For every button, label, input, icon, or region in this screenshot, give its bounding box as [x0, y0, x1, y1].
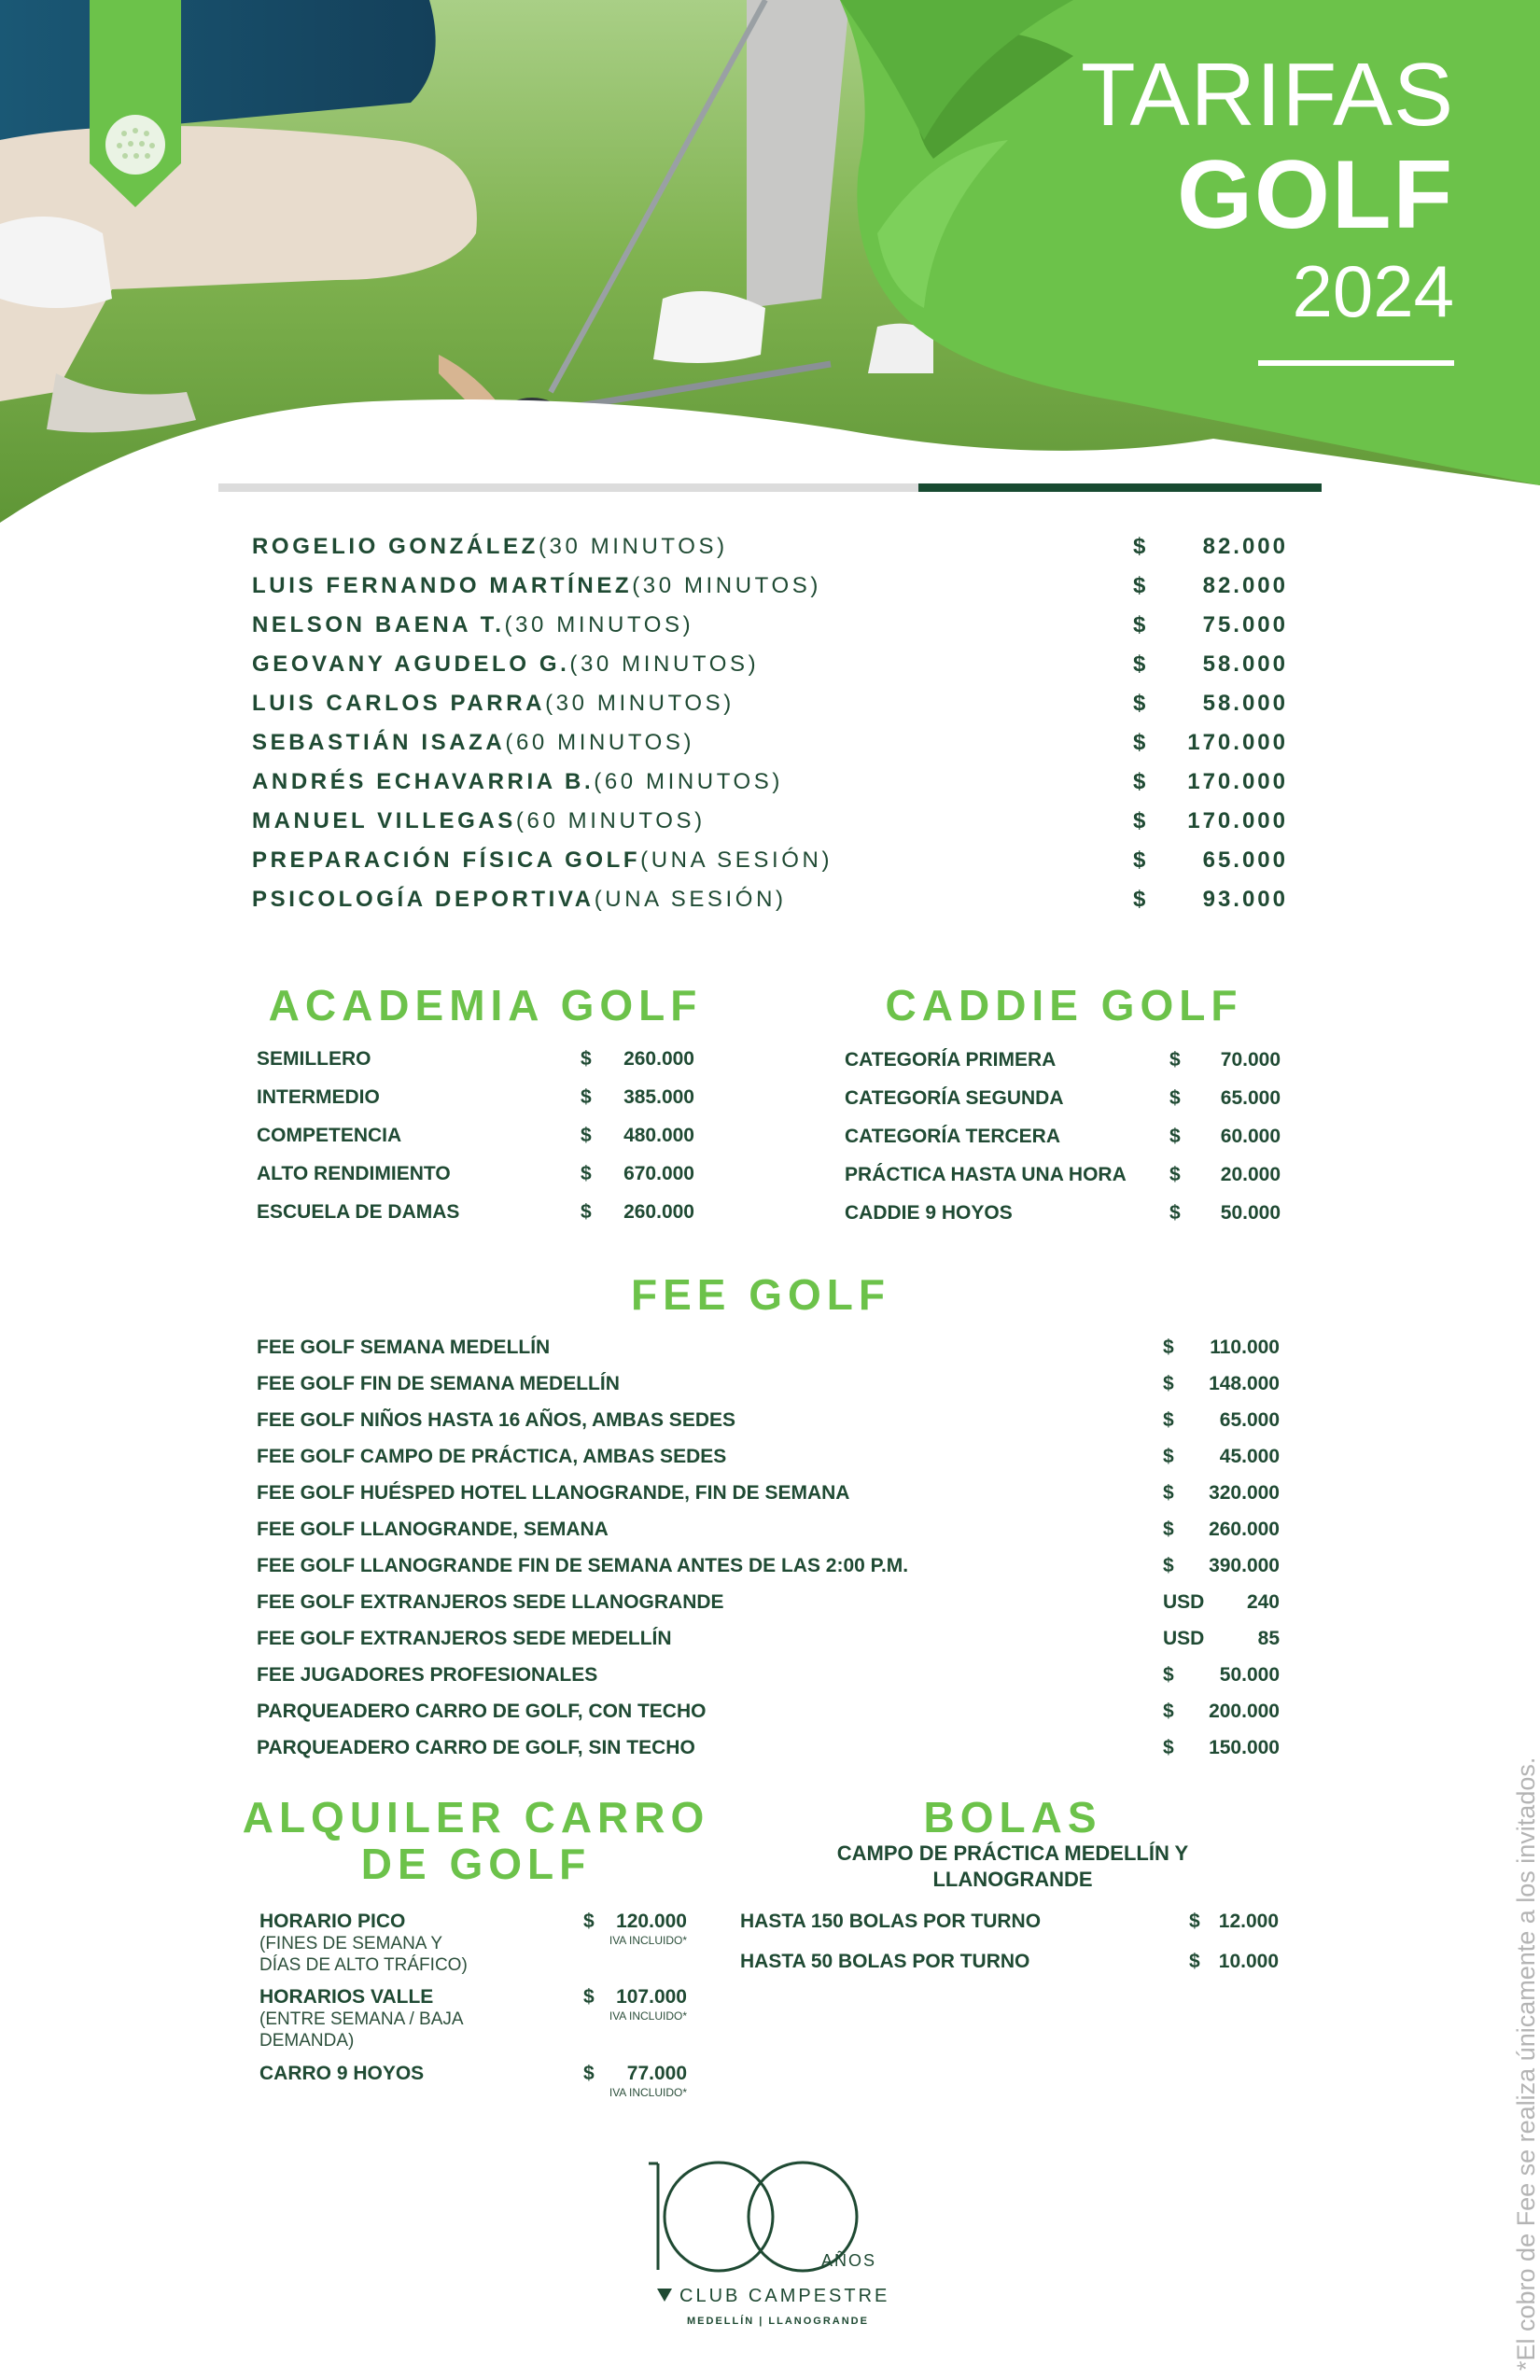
academia-item-price: 480.000 — [623, 1125, 694, 1146]
title-tarifas: TARIFAS — [1081, 45, 1454, 145]
caddie-item-currency: $ — [1169, 1126, 1181, 1147]
bolas-item-currency: $ — [1189, 1911, 1200, 1932]
fee-item-label: FEE GOLF EXTRANJEROS SEDE MEDELLÍN — [257, 1628, 672, 1649]
academia-item-label: SEMILLERO — [257, 1048, 371, 1070]
caddie-item-price: 70.000 — [1220, 1049, 1281, 1071]
instructor-price: 93.000 — [1202, 887, 1288, 912]
instructor-currency: $ — [1133, 730, 1146, 755]
instructor-name: ROGELIO GONZÁLEZ — [252, 534, 539, 559]
instructor-price: 58.000 — [1202, 651, 1288, 677]
instructor-name: LUIS CARLOS PARRA — [252, 691, 546, 716]
fee-disclaimer: *El cobro de Fee se realiza únicamente a los invitados. — [1512, 1757, 1540, 2371]
caddie-item-label: PRÁCTICA HASTA UNA HORA — [845, 1164, 1127, 1185]
caddie-item-label: CATEGORÍA SEGUNDA — [845, 1087, 1064, 1109]
instructor-name: SEBASTIÁN ISAZA — [252, 730, 506, 755]
fee-item-label: FEE GOLF EXTRANJEROS SEDE LLANOGRANDE — [257, 1591, 724, 1613]
academia-item-label: COMPETENCIA — [257, 1125, 402, 1146]
alquiler-item-tax: IVA INCLUIDO* — [609, 1934, 687, 1947]
fee-item-currency: $ — [1163, 1409, 1174, 1431]
instructor-duration: (UNA SESIÓN) — [640, 847, 833, 873]
instructor-name: NELSON BAENA T. — [252, 612, 505, 637]
club-logo — [644, 2147, 896, 2333]
instructor-duration: (UNA SESIÓN) — [594, 887, 787, 912]
fee-title: FEE GOLF — [631, 1270, 890, 1319]
fee-item-currency: $ — [1163, 1337, 1174, 1358]
instructor-row — [252, 651, 759, 678]
fee-item-price: 65.000 — [1219, 1409, 1280, 1431]
instructor-currency: $ — [1133, 887, 1146, 912]
fee-item-currency: $ — [1163, 1446, 1174, 1467]
logo-club: CLUB CAMPESTRE — [679, 2286, 890, 2306]
instructor-row — [252, 769, 783, 795]
golf-ball-icon — [90, 0, 181, 207]
instructor-duration: (30 MINUTOS) — [545, 691, 735, 716]
caddie-item-price: 50.000 — [1220, 1202, 1281, 1224]
instructor-currency: $ — [1133, 808, 1146, 833]
fee-item-label: FEE GOLF HUÉSPED HOTEL LLANOGRANDE, FIN DE SEMANA — [257, 1482, 850, 1504]
bolas-subtitle-line1: CAMPO DE PRÁCTICA MEDELLÍN Y — [836, 1841, 1189, 1865]
instructor-duration: (60 MINUTOS) — [505, 730, 695, 755]
alquiler-item-price: 77.000 — [626, 2063, 687, 2084]
fee-item-price: 110.000 — [1210, 1337, 1280, 1358]
instructor-duration: (60 MINUTOS) — [515, 808, 706, 833]
academia-item-currency: $ — [581, 1048, 592, 1070]
bolas-title: BOLAS — [923, 1793, 1102, 1841]
instructor-name: MANUEL VILLEGAS — [252, 808, 516, 833]
fee-item-label: FEE GOLF LLANOGRANDE, SEMANA — [257, 1519, 609, 1540]
instructor-price: 170.000 — [1187, 730, 1288, 755]
alquiler-item-label: HORARIO PICO — [259, 1911, 406, 1932]
academia-item-label: ALTO RENDIMIENTO — [257, 1163, 451, 1184]
caddie-item-label: CADDIE 9 HOYOS — [845, 1202, 1013, 1224]
instructor-row — [252, 612, 693, 638]
fee-item-price: 260.000 — [1209, 1519, 1280, 1540]
caddie-title: CADDIE GOLF — [885, 981, 1243, 1029]
fee-item-price: 320.000 — [1209, 1482, 1280, 1504]
instructor-name: PREPARACIÓN FÍSICA GOLF — [252, 847, 641, 873]
instructor-price: 82.000 — [1202, 573, 1288, 598]
instructor-currency: $ — [1133, 847, 1146, 873]
fee-item-price: 150.000 — [1209, 1737, 1280, 1758]
instructor-currency: $ — [1133, 769, 1146, 794]
title-golf: GOLF — [1177, 141, 1454, 249]
academia-item-label: INTERMEDIO — [257, 1086, 380, 1108]
title-underline — [1258, 360, 1454, 366]
fee-item-label: FEE GOLF CAMPO DE PRÁCTICA, AMBAS SEDES — [257, 1446, 727, 1467]
instructor-row — [252, 808, 706, 834]
instructor-price: 65.000 — [1202, 847, 1288, 873]
alquiler-item-tax: IVA INCLUIDO* — [609, 2009, 687, 2023]
fee-item-currency: $ — [1163, 1519, 1174, 1540]
alquiler-item-label: HORARIOS VALLE — [259, 1986, 434, 2008]
caddie-item-label: CATEGORÍA PRIMERA — [845, 1049, 1057, 1071]
bolas-item-label: HASTA 150 BOLAS POR TURNO — [740, 1911, 1042, 1932]
instructor-name: GEOVANY AGUDELO G. — [252, 651, 570, 677]
fee-item-currency: $ — [1163, 1373, 1174, 1394]
caddie-item-currency: $ — [1169, 1164, 1181, 1185]
instructor-duration: (30 MINUTOS) — [504, 612, 694, 637]
fee-item-price: 390.000 — [1209, 1555, 1280, 1576]
bolas-subtitle — [793, 1841, 1232, 1893]
fee-item-label: FEE GOLF LLANOGRANDE FIN DE SEMANA ANTES DE LAS 2:00 P.M. — [257, 1555, 909, 1576]
instructor-currency: $ — [1133, 534, 1146, 559]
academia-item-price: 260.000 — [623, 1048, 694, 1070]
fee-item-label: FEE GOLF FIN DE SEMANA MEDELLÍN — [257, 1373, 620, 1394]
alquiler-item-note-line2: DÍAS DE ALTO TRÁFICO) — [259, 1955, 468, 1975]
academia-item-price: 385.000 — [623, 1086, 694, 1108]
instructor-currency: $ — [1133, 651, 1146, 677]
fee-item-price: 148.000 — [1209, 1373, 1280, 1394]
alquiler-item-tax: IVA INCLUIDO* — [609, 2086, 687, 2099]
instructor-row — [252, 730, 694, 756]
fee-item-currency: $ — [1163, 1664, 1174, 1686]
fee-item-label: PARQUEADERO CARRO DE GOLF, SIN TECHO — [257, 1737, 695, 1758]
alquiler-title-line2: DE GOLF — [360, 1840, 592, 1888]
title-year: 2024 — [1292, 250, 1454, 332]
instructor-row — [252, 847, 833, 874]
instructor-name: PSICOLOGÍA DEPORTIVA — [252, 887, 595, 912]
instructor-row — [252, 691, 735, 717]
fee-item-price: 50.000 — [1219, 1664, 1280, 1686]
alquiler-item-price: 120.000 — [616, 1911, 687, 1932]
fee-item-currency: $ — [1163, 1701, 1174, 1722]
page-title — [1081, 47, 1454, 336]
bolas-item-label: HASTA 50 BOLAS POR TURNO — [740, 1951, 1030, 1972]
instructor-row — [252, 534, 728, 560]
fee-item-label: PARQUEADERO CARRO DE GOLF, CON TECHO — [257, 1701, 707, 1722]
fee-item-currency: $ — [1163, 1555, 1174, 1576]
instructor-duration: (60 MINUTOS) — [594, 769, 784, 794]
section-divider — [218, 483, 1322, 492]
alquiler-item-currency: $ — [583, 1986, 595, 2008]
fee-item-currency: USD — [1163, 1628, 1205, 1649]
instructor-price: 82.000 — [1202, 534, 1288, 559]
instructor-row — [252, 573, 821, 599]
instructor-price: 75.000 — [1202, 612, 1288, 637]
fee-item-label: FEE GOLF NIÑOS HASTA 16 AÑOS, AMBAS SEDES — [257, 1409, 736, 1431]
instructor-name: ANDRÉS ECHAVARRIA B. — [252, 769, 595, 794]
instructor-row — [252, 887, 787, 913]
bolas-subtitle-line2: LLANOGRANDE — [932, 1868, 1093, 1891]
alquiler-item-note-line1: (FINES DE SEMANA Y — [259, 1934, 443, 1953]
alquiler-item-currency: $ — [583, 1911, 595, 1932]
logo-anos: AÑOS — [821, 2251, 877, 2270]
fee-item-label: FEE JUGADORES PROFESIONALES — [257, 1664, 598, 1686]
academia-title: ACADEMIA GOLF — [268, 981, 703, 1029]
bolas-item-price: 10.000 — [1218, 1951, 1279, 1972]
alquiler-item-currency: $ — [583, 2063, 595, 2084]
academia-item-currency: $ — [581, 1201, 592, 1223]
caddie-item-price: 60.000 — [1220, 1126, 1281, 1147]
alquiler-item-note-line2: DEMANDA) — [259, 2031, 355, 2051]
alquiler-item-price: 107.000 — [616, 1986, 687, 2008]
alquiler-title-line1: ALQUILER CARRO — [242, 1793, 710, 1841]
caddie-item-currency: $ — [1169, 1202, 1181, 1224]
fee-item-price: 240 — [1246, 1591, 1280, 1613]
fee-item-currency: $ — [1163, 1737, 1174, 1758]
academia-item-price: 260.000 — [623, 1201, 694, 1223]
caddie-item-currency: $ — [1169, 1049, 1181, 1071]
academia-item-currency: $ — [581, 1163, 592, 1184]
bolas-item-price: 12.000 — [1218, 1911, 1279, 1932]
academia-item-price: 670.000 — [623, 1163, 694, 1184]
caddie-item-price: 65.000 — [1220, 1087, 1281, 1109]
fee-item-label: FEE GOLF SEMANA MEDELLÍN — [257, 1337, 551, 1358]
caddie-item-currency: $ — [1169, 1087, 1181, 1109]
bolas-item-currency: $ — [1189, 1951, 1200, 1972]
fee-item-price: 45.000 — [1219, 1446, 1280, 1467]
instructor-price: 58.000 — [1202, 691, 1288, 716]
fee-item-currency: $ — [1163, 1482, 1174, 1504]
instructor-name: LUIS FERNANDO MARTÍNEZ — [252, 573, 633, 598]
caddie-item-label: CATEGORÍA TERCERA — [845, 1126, 1060, 1147]
instructor-price: 170.000 — [1187, 808, 1288, 833]
fee-item-price: 200.000 — [1209, 1701, 1280, 1722]
academia-item-currency: $ — [581, 1125, 592, 1146]
alquiler-item-label: CARRO 9 HOYOS — [259, 2063, 425, 2084]
instructor-currency: $ — [1133, 691, 1146, 716]
instructor-duration: (30 MINUTOS) — [538, 534, 728, 559]
alquiler-item-note-line1: (ENTRE SEMANA / BAJA — [259, 2009, 464, 2029]
instructor-currency: $ — [1133, 612, 1146, 637]
logo-sedes: MEDELLÍN | LLANOGRANDE — [687, 2316, 869, 2327]
instructor-price: 170.000 — [1187, 769, 1288, 794]
academia-item-currency: $ — [581, 1086, 592, 1108]
alquiler-title — [233, 1794, 719, 1887]
fee-item-price: 85 — [1257, 1628, 1280, 1649]
instructor-currency: $ — [1133, 573, 1146, 598]
fee-item-currency: USD — [1163, 1591, 1205, 1613]
academia-item-label: ESCUELA DE DAMAS — [257, 1201, 460, 1223]
instructor-duration: (30 MINUTOS) — [632, 573, 821, 598]
instructor-duration: (30 MINUTOS) — [569, 651, 760, 677]
caddie-item-price: 20.000 — [1220, 1164, 1281, 1185]
